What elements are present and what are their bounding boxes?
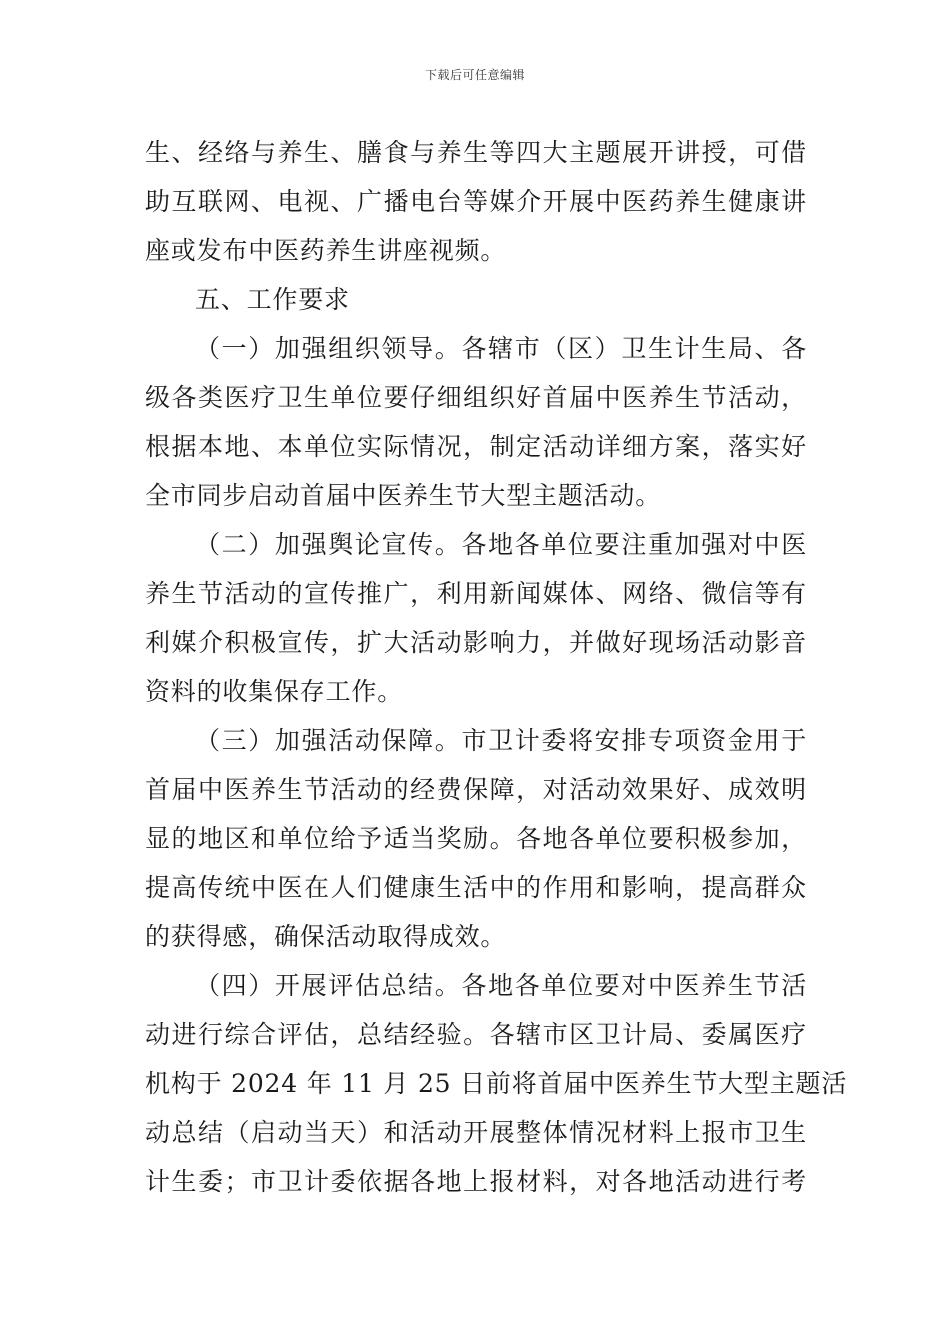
text-line: 显的地区和单位给予适当奖励。各地各单位要积极参加， <box>145 824 807 853</box>
text-line: 计生委；市卫计委依据各地上报材料，对各地活动进行考 <box>145 1167 807 1196</box>
text-line: 提高传统中医在人们健康生活中的作用和影响，提高群众 <box>145 873 807 902</box>
text-line: 动进行综合评估，总结经验。各辖市区卫计局、委属医疗 <box>145 1020 807 1049</box>
text-line: （一）加强组织领导。各辖市（区）卫生计生局、各 <box>195 334 807 363</box>
text-line: 机构于 2024 年 11 月 25 日前将首届中医养生节大型主题活 <box>145 1069 848 1098</box>
text-line: （二）加强舆论宣传。各地各单位要注重加强对中医 <box>195 530 807 559</box>
text-line: 资料的收集保存工作。 <box>145 677 404 706</box>
text-line: 生、经络与养生、膳食与养生等四大主题展开讲授，可借 <box>145 138 807 167</box>
text-line: 首届中医养生节活动的经费保障，对活动效果好、成效明 <box>145 775 807 804</box>
text-line: 利媒介积极宣传，扩大活动影响力，并做好现场活动影音 <box>145 628 807 657</box>
page-header-note: 下载后可任意编辑 <box>424 68 525 82</box>
text-line: 座或发布中医药养生讲座视频。 <box>145 236 507 265</box>
text-line: 动总结（启动当天）和活动开展整体情况材料上报市卫生 <box>145 1118 807 1147</box>
text-line: 养生节活动的宣传推广，利用新闻媒体、网络、微信等有 <box>145 579 807 608</box>
document-body <box>145 128 848 1206</box>
text-line: 助互联网、电视、广播电台等媒介开展中医药养生健康讲 <box>145 187 807 216</box>
text-line: 的获得感，确保活动取得成效。 <box>145 922 507 951</box>
text-line: （四）开展评估总结。各地各单位要对中医养生节活 <box>195 971 807 1000</box>
text-line: 级各类医疗卫生单位要仔细组织好首届中医养生节活动， <box>145 383 807 412</box>
text-line: 全市同步启动首届中医养生节大型主题活动。 <box>145 481 662 510</box>
text-line: （三）加强活动保障。市卫计委将安排专项资金用于 <box>195 726 807 755</box>
text-line: 五、工作要求 <box>195 285 350 314</box>
text-line: 根据本地、本单位实际情况，制定活动详细方案，落实好 <box>145 432 807 461</box>
